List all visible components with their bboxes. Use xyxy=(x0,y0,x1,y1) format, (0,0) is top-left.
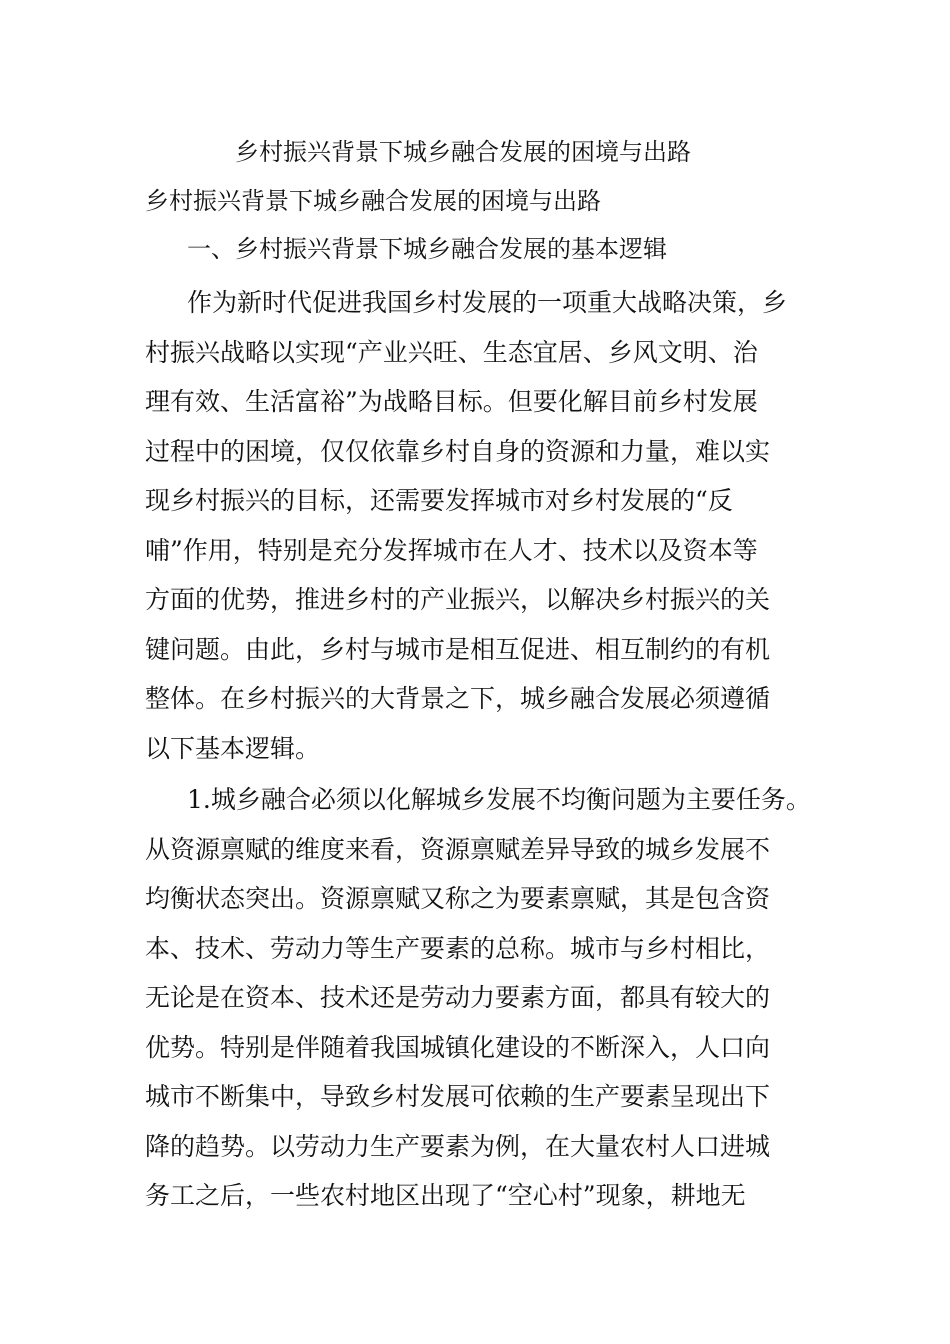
paragraph-line: 降的趋势。以劳动力生产要素为例，在大量农村人口进城 xyxy=(145,1131,771,1161)
paragraph-line: 本、技术、劳动力等生产要素的总称。城市与乡村相比， xyxy=(145,933,771,963)
paragraph-line: 村振兴战略以实现“产业兴旺、生态宜居、乡风文明、治 xyxy=(145,337,758,367)
paragraph-line: 理有效、生活富裕”为战略目标。但要化解目前乡村发展 xyxy=(145,387,758,416)
paragraph-line: 方面的优势，推进乡村的产业振兴，以解决乡村振兴的关 xyxy=(145,585,771,614)
section-heading: 一、乡村振兴背景下城乡融合发展的基本逻辑 xyxy=(187,235,667,263)
paragraph-line: 务工之后，一些农村地区出现了“空心村”现象，耕地无 xyxy=(145,1181,746,1210)
paragraph-2 xyxy=(145,775,825,1221)
paragraph-line: 城市不断集中，导致乡村发展可依赖的生产要素呈现出下 xyxy=(145,1082,771,1111)
paragraph-line: 无论是在资本、技术还是劳动力要素方面，都具有较大的 xyxy=(145,983,771,1012)
paragraph-line: 键问题。由此，乡村与城市是相互促进、相互制约的有机 xyxy=(145,634,771,664)
paragraph-1 xyxy=(145,278,825,773)
paragraph-line: 优势。特别是伴随着我国城镇化建设的不断深入，人口向 xyxy=(145,1032,771,1062)
paragraph-line: 1.城乡融合必须以化解城乡发展不均衡问题为主要任务。 xyxy=(187,785,811,814)
paragraph-line: 均衡状态突出。资源禀赋又称之为要素禀赋，其是包含资 xyxy=(145,884,771,913)
paragraph-line: 作为新时代促进我国乡村发展的一项重大战略决策，乡 xyxy=(187,288,788,317)
paragraph-line: 以下基本逻辑。 xyxy=(145,733,321,763)
paragraph-line: 哺”作用，特别是充分发挥城市在人才、技术以及资本等 xyxy=(145,535,758,565)
paragraph-line: 现乡村振兴的目标，还需要发挥城市对乡村发展的“反 xyxy=(145,486,733,515)
paragraph-line: 过程中的困境，仅仅依靠乡村自身的资源和力量，难以实 xyxy=(145,436,771,466)
paragraph-line: 整体。在乡村振兴的大背景之下，城乡融合发展必须遵循 xyxy=(145,684,771,713)
document-subtitle: 乡村振兴背景下城乡融合发展的困境与出路 xyxy=(145,187,601,215)
paragraph-line: 从资源禀赋的维度来看，资源禀赋差异导致的城乡发展不 xyxy=(145,834,771,864)
document-title: 乡村振兴背景下城乡融合发展的困境与出路 xyxy=(235,138,691,166)
